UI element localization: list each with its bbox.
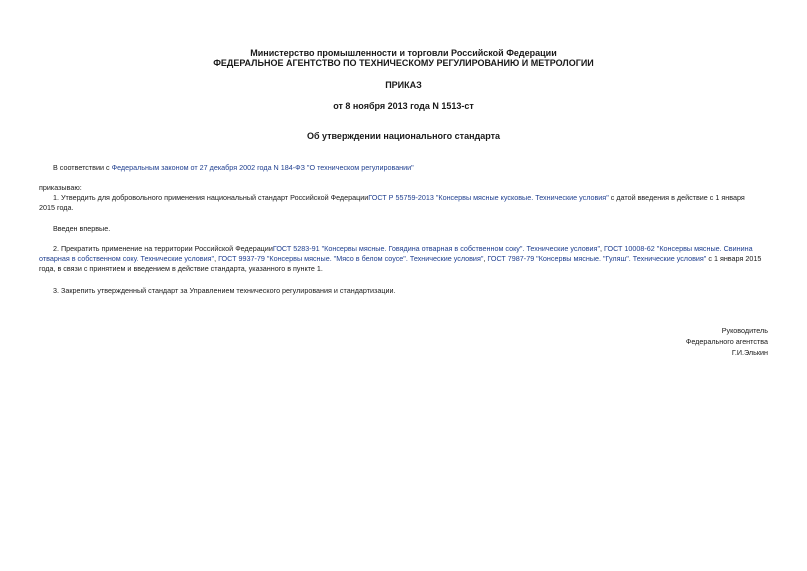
p1-prefix: 1. Утвердить для добровольного применения национальный стандарт Российской Федерации — [53, 193, 369, 202]
doc-type-heading: ПРИКАЗ — [385, 80, 422, 90]
ministry-heading: Министерство промышленности и торговли Российской Федерации — [250, 48, 557, 58]
paragraph-2-line-1 — [53, 244, 753, 254]
gost-7987-link[interactable]: ГОСТ 7987-79 "Консервы мясные. "Гуляш". Технические условия" — [487, 254, 707, 263]
gost-9937-link[interactable]: ГОСТ 9937-79 "Консервы мясные. "Мясо в белом соусе". Технические условия" — [218, 254, 484, 263]
paragraph-2-line-2 — [39, 254, 761, 264]
p2-separator: , — [483, 254, 488, 263]
paragraph-3: 3. Закрепить утвержденный стандарт за Управлением технического регулирования и стандартизации. — [53, 286, 396, 295]
p2-separator: , — [600, 244, 604, 253]
p2-separator: , — [214, 254, 219, 263]
intro-paragraph — [53, 163, 414, 173]
order-word: приказываю: — [39, 183, 82, 192]
paragraph-1-line-1 — [53, 193, 745, 203]
agency-heading: ФЕДЕРАЛЬНОЕ АГЕНТСТВО ПО ТЕХНИЧЕСКОМУ РЕГУЛИРОВАНИЮ И МЕТРОЛОГИИ — [213, 58, 594, 68]
intro-prefix: В соответствии с — [53, 163, 112, 172]
signature-org: Федерального агентства — [685, 337, 768, 346]
p2-prefix: 2. Прекратить применение на территории Российской Федерации — [53, 244, 273, 253]
paragraph-2-line-3: года, в связи с принятием и введением в действие стандарта, указанного в пункте 1. — [39, 264, 323, 273]
signature-position: Руководитель — [721, 326, 768, 335]
introduced-note: Введен впервые. — [53, 224, 111, 233]
document-title: Об утверждении национального стандарта — [306, 131, 501, 141]
paragraph-1-line-2: 2015 года. — [39, 203, 74, 212]
gost-10008-link[interactable]: ГОСТ 10008-62 "Консервы мясные. Свинина — [604, 244, 753, 253]
date-number-heading: от 8 ноября 2013 года N 1513-ст — [333, 101, 474, 111]
gost-r-55759-link[interactable]: ГОСТ Р 55759-2013 "Консервы мясные кусковые. Технические условия" — [368, 193, 609, 202]
gost-5283-link[interactable]: ГОСТ 5283-91 "Консервы мясные. Говядина отварная в собственном соку". Технические условия" — [272, 244, 600, 253]
p1-suffix: с датой введения в действие с 1 января — [608, 193, 745, 202]
gost-10008-link-cont[interactable]: отварная в собственном соку. Технические условия" — [39, 254, 215, 263]
signature-name: Г.И.Элькин — [731, 348, 768, 357]
federal-law-link[interactable]: Федеральным законом от 27 декабря 2002 года N 184-ФЗ "О техническом регулировании" — [111, 163, 414, 172]
p2-suffix: с 1 января 2015 — [706, 254, 762, 263]
